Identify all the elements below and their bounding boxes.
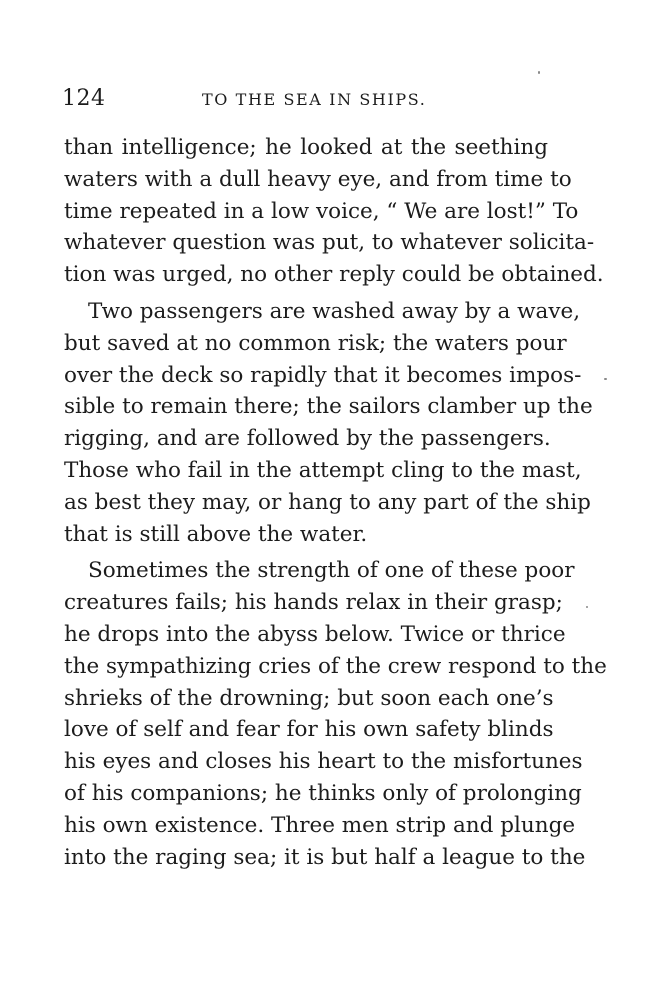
- text-line: Sometimes the strength of one of these poor: [88, 558, 575, 584]
- text-line: of his companions; he thinks only of prolonging: [64, 780, 582, 806]
- paragraph-1: [64, 132, 604, 291]
- running-title: TO THE SEA IN SHIPS.: [202, 90, 427, 109]
- text-line: the sympathizing cries of the crew respond to the: [64, 653, 607, 679]
- text-line: he drops into the abyss below. Twice or thrice: [64, 621, 566, 647]
- text-line: sible to remain there; the sailors clamber up the: [64, 394, 593, 420]
- paper-speck: [538, 71, 540, 74]
- paper-speck: [604, 378, 607, 380]
- paper-speck: [586, 606, 588, 608]
- text-line: his eyes and closes his heart to the misfortunes: [64, 749, 583, 775]
- text-line: Those who fail in the attempt cling to the mast,: [64, 457, 582, 483]
- page-header: [62, 86, 562, 116]
- text-line: into the raging sea; it is but half a league to the: [64, 844, 586, 870]
- paragraph-2: [64, 296, 593, 550]
- body-text: [64, 132, 607, 873]
- text-line: as best they may, or hang to any part of the ship: [64, 489, 591, 515]
- text-line: that is still above the water.: [64, 521, 368, 547]
- text-line: shrieks of the drowning; but soon each one’s: [64, 685, 554, 711]
- page-number: 124: [62, 86, 106, 111]
- text-line: creatures fails; his hands relax in their grasp;: [64, 590, 563, 616]
- text-line: time repeated in a low voice, “ We are lost!” To: [64, 198, 579, 224]
- text-line: waters with a dull heavy eye, and from time to: [64, 166, 572, 192]
- text-line: but saved at no common risk; the waters pour: [64, 330, 567, 356]
- text-line: rigging, and are followed by the passengers.: [64, 426, 551, 452]
- text-line: his own existence. Three men strip and plunge: [64, 812, 576, 838]
- paragraph-3: [64, 555, 607, 873]
- text-line: love of self and fear for his own safety blinds: [64, 717, 554, 743]
- text-line: tion was urged, no other reply could be obtained.: [64, 262, 604, 288]
- text-line: whatever question was put, to whatever solicita-: [64, 230, 595, 256]
- text-line: over the deck so rapidly that it becomes impos-: [64, 362, 582, 388]
- text-line: than intelligence; he looked at the seething: [64, 135, 548, 160]
- text-line: Two passengers are washed away by a wave,: [88, 298, 581, 324]
